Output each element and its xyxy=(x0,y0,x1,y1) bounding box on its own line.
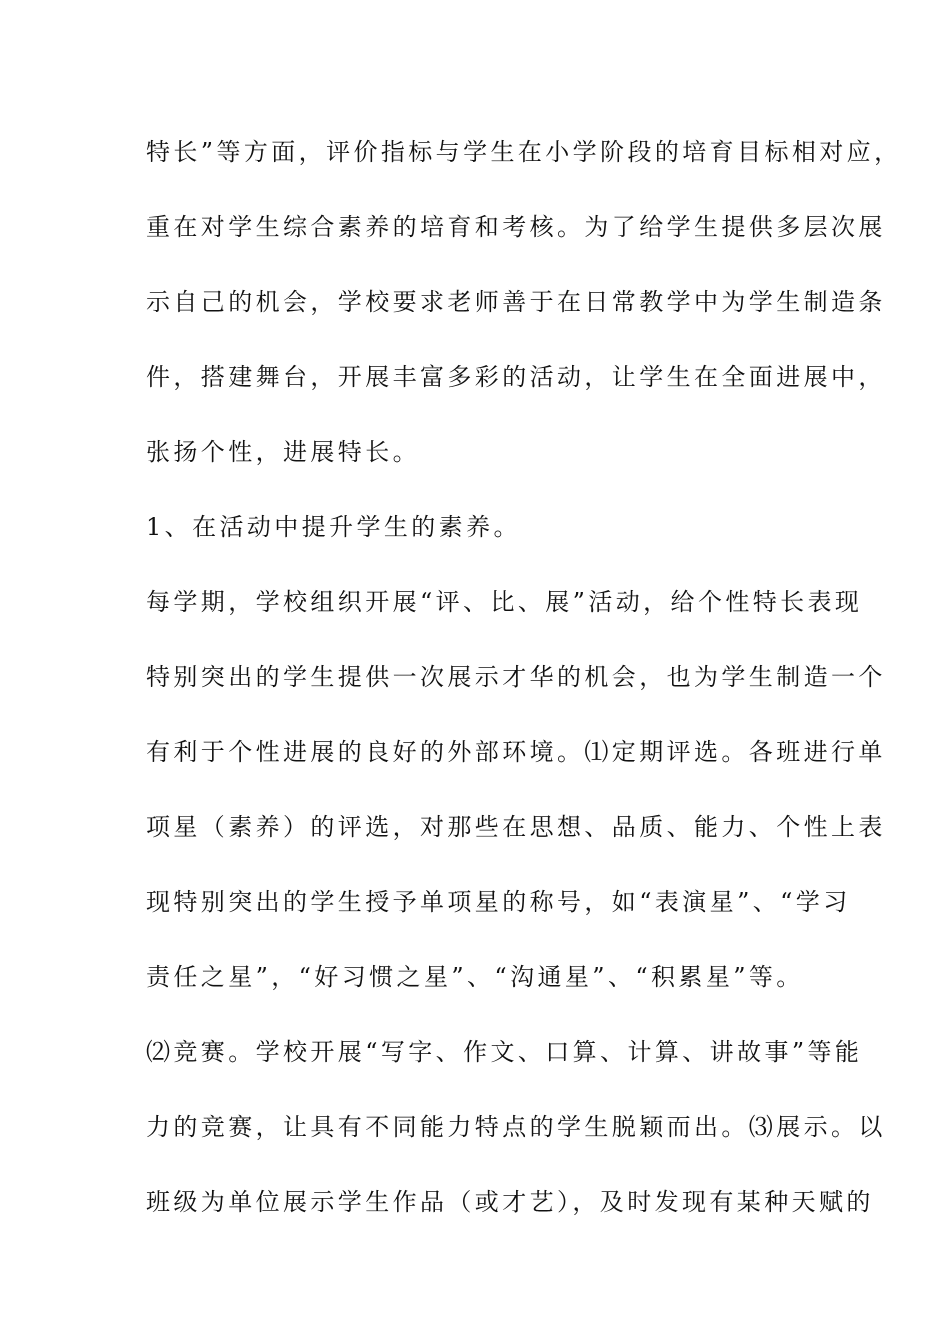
paragraph-line-9: 有利于个性进展的良好的外部环境。⑴定期评选。各班进行单 xyxy=(146,738,886,766)
section-heading: 1、在活动中提升学生的素养。 xyxy=(146,513,521,541)
paragraph-line-5: 张扬个性，进展特长。 xyxy=(146,438,420,466)
paragraph-line-15: 班级为单位展示学生作品（或才艺），及时发现有某种天赋的 xyxy=(146,1188,874,1216)
paragraph-line-11: 现特别突出的学生授予单项星的称号，如“表演星”、“学习 xyxy=(146,888,851,916)
paragraph-line-3: 示自己的机会，学校要求老师善于在日常教学中为学生制造条 xyxy=(146,288,886,316)
paragraph-line-10: 项星（素养）的评选，对那些在思想、品质、能力、个性上表 xyxy=(146,813,886,841)
paragraph-line-1: 特长”等方面，评价指标与学生在小学阶段的培育目标相对应， xyxy=(146,138,902,166)
paragraph-line-13: ⑵竞赛。学校开展“写字、作文、口算、计算、讲故事”等能 xyxy=(146,1038,863,1066)
paragraph-line-2: 重在对学生综合素养的培育和考核。为了给学生提供多层次展 xyxy=(146,213,886,241)
paragraph-line-4: 件，搭建舞台，开展丰富多彩的活动，让学生在全面进展中， xyxy=(146,363,886,391)
paragraph-line-8: 特别突出的学生提供一次展示才华的机会，也为学生制造一个 xyxy=(146,663,886,691)
paragraph-line-7: 每学期，学校组织开展“评、比、展”活动，给个性特长表现 xyxy=(146,588,863,616)
paragraph-line-12: 责任之星”，“好习惯之星”、“沟通星”、“积累星”等。 xyxy=(146,963,804,991)
paragraph-line-14: 力的竞赛，让具有不同能力特点的学生脱颖而出。⑶展示。以 xyxy=(146,1113,886,1141)
